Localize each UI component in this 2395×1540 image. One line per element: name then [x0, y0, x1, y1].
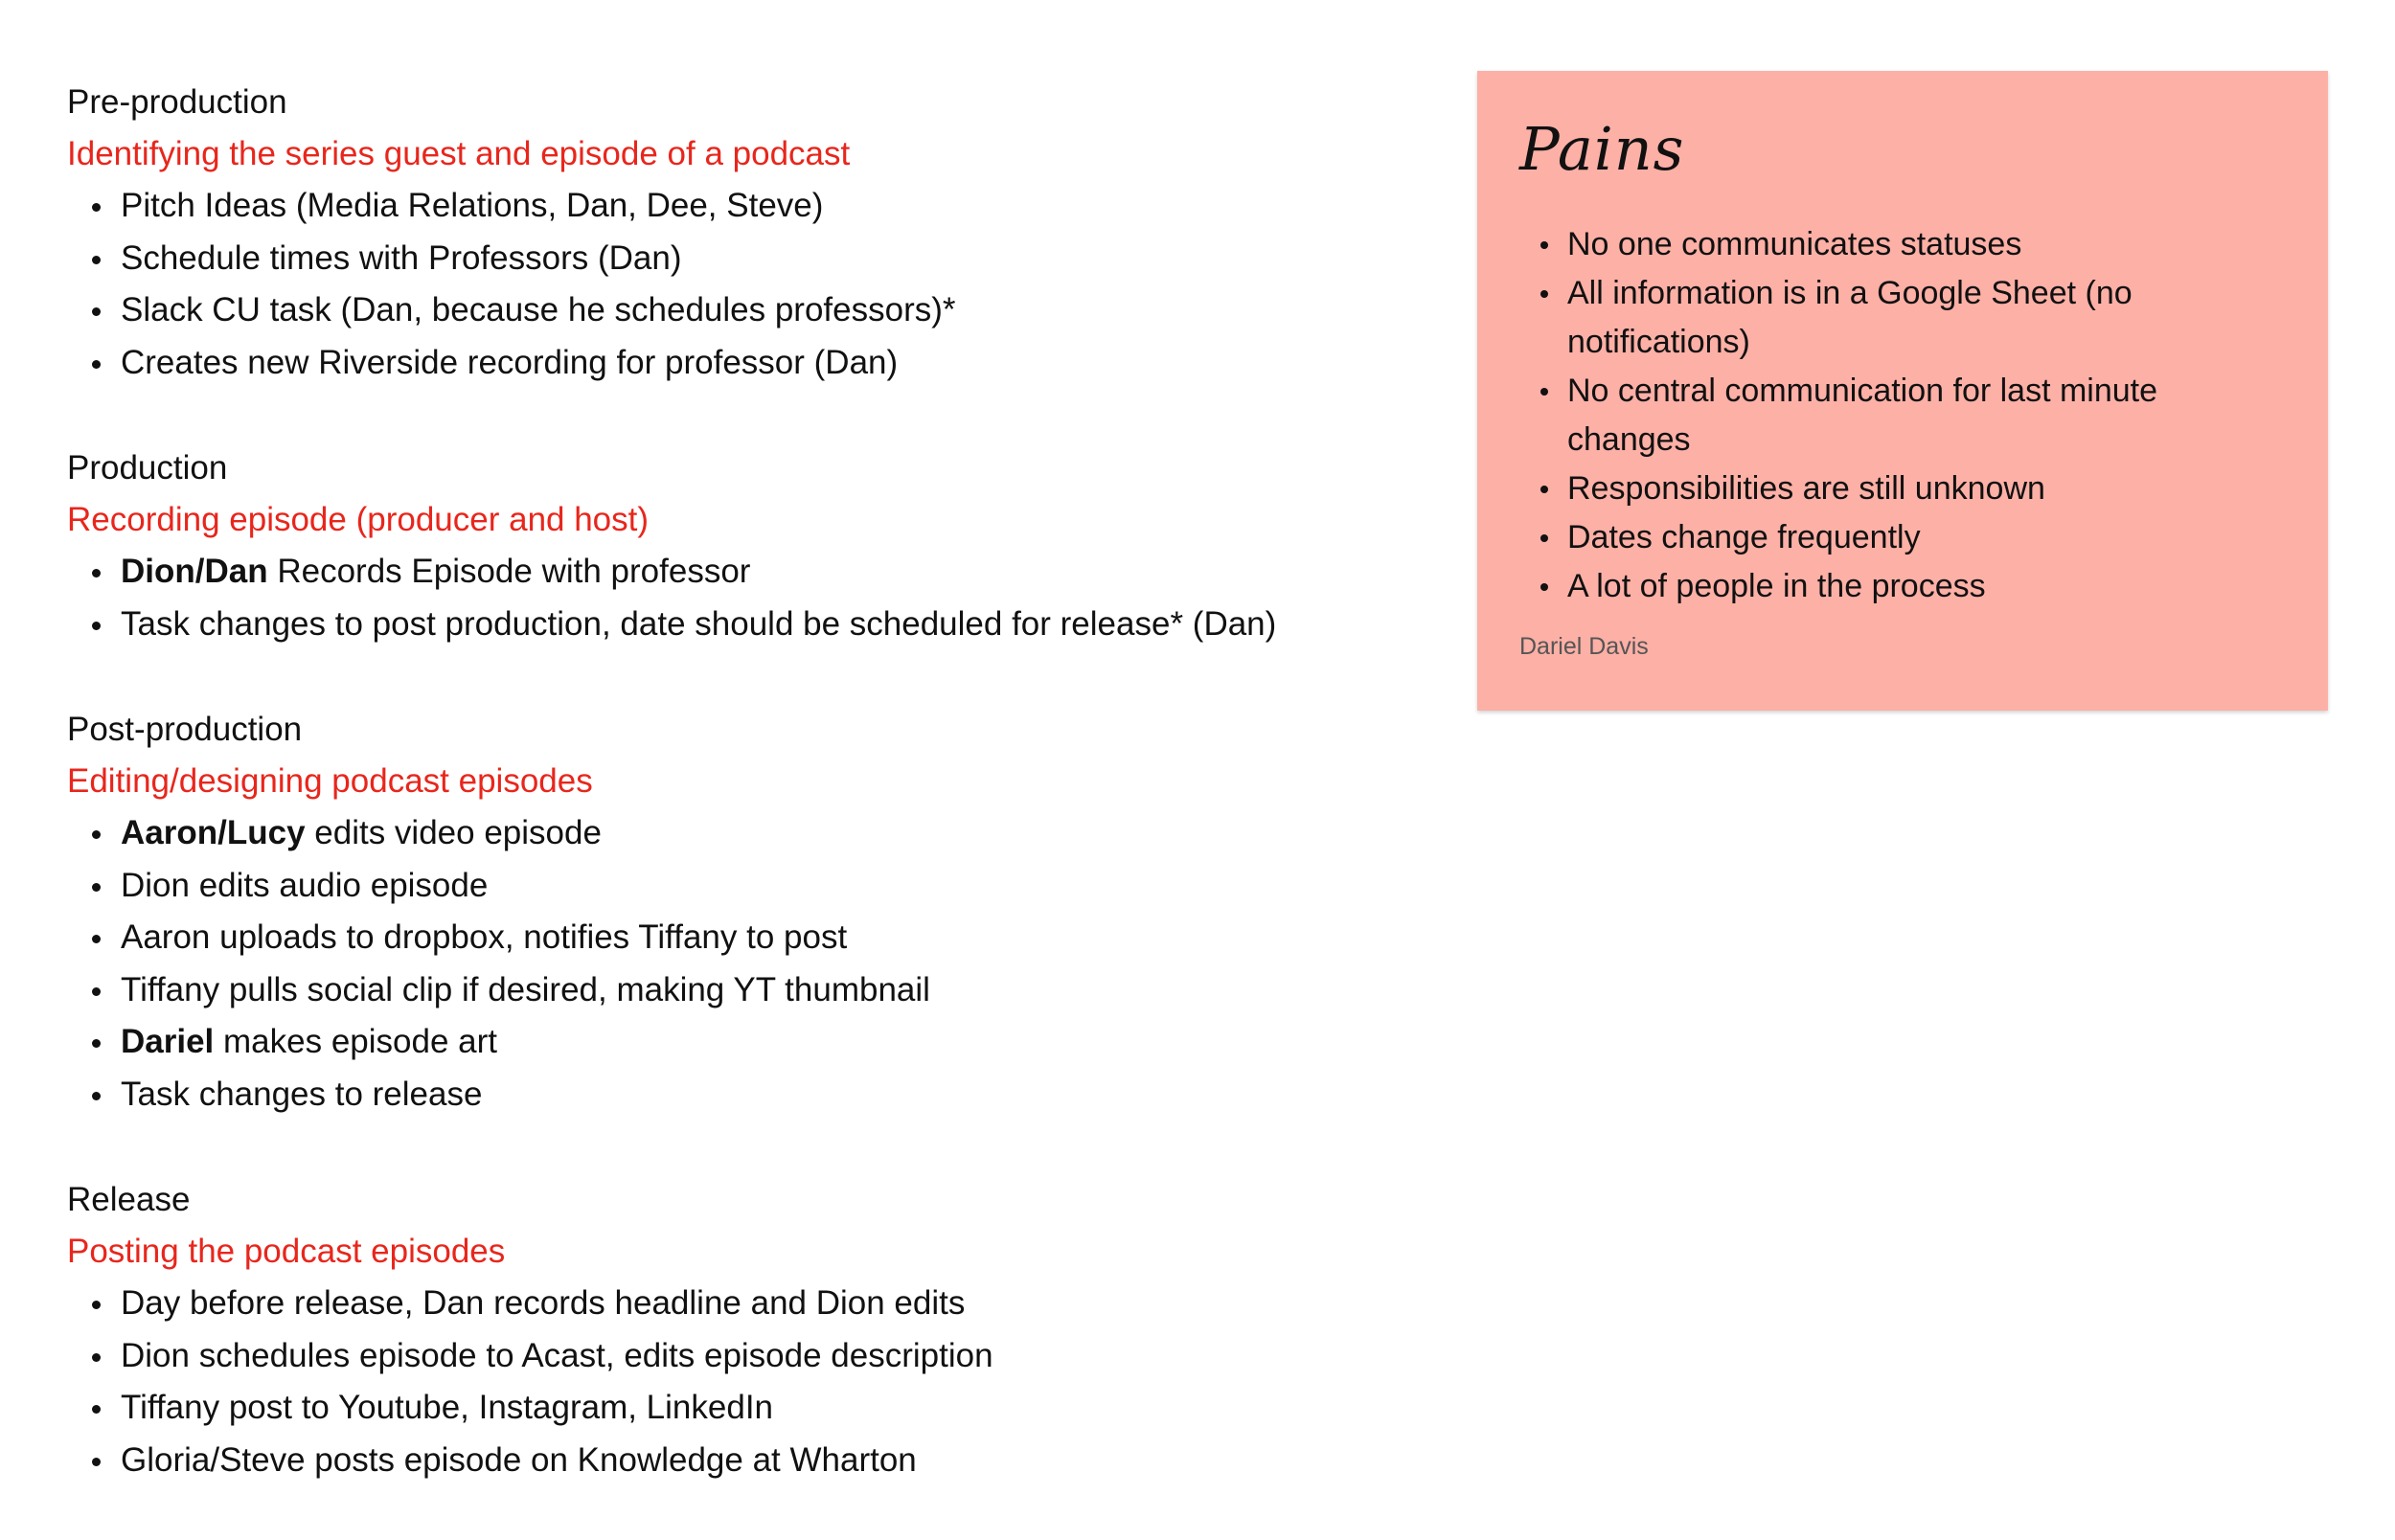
item-text: Pitch Ideas (Media Relations, Dan, Dee, Steve) — [121, 187, 824, 224]
section-items — [67, 180, 1427, 389]
list-item — [121, 180, 1427, 233]
list-item — [121, 912, 1427, 964]
list-item — [121, 1382, 1427, 1435]
list-item — [121, 1435, 1427, 1487]
section-title: Production — [67, 449, 228, 487]
section-subtitle: Identifying the series guest and episode of a podcast — [67, 135, 851, 172]
item-text: Aaron uploads to dropbox, notifies Tiffany to post — [121, 918, 848, 956]
item-text: Dion edits audio episode — [121, 866, 489, 904]
list-item — [121, 964, 1427, 1017]
item-text: Task changes to post production, date should be scheduled for release* (Dan) — [121, 604, 1277, 643]
section-production — [67, 442, 1427, 650]
section-items — [67, 807, 1427, 1121]
list-item: Responsibilities are still unknown — [1567, 464, 2238, 513]
item-text: Tiffany post to Youtube, Instagram, LinkedIn — [121, 1389, 774, 1426]
list-item — [121, 807, 1427, 860]
list-item — [121, 1330, 1427, 1383]
list-item — [121, 284, 1427, 337]
section-title: Release — [67, 1181, 191, 1218]
list-item — [121, 599, 1427, 651]
item-owner: Dion/Dan — [121, 553, 268, 590]
item-text: Slack CU task (Dan, because he schedules professors)* — [121, 291, 956, 328]
section-items — [67, 546, 1427, 650]
sticky-note-author: Dariel Davis — [1519, 633, 1649, 660]
list-item: No one communicates statuses — [1567, 220, 2238, 269]
item-text: Creates new Riverside recording for professor (Dan) — [121, 343, 899, 381]
list-item: Dates change frequently — [1567, 513, 2238, 562]
section-post-production — [67, 704, 1427, 1121]
list-item — [121, 546, 1427, 599]
item-text: Records Episode with professor — [267, 553, 751, 590]
list-item: All information is in a Google Sheet (no notifications) — [1567, 269, 2238, 367]
section-release — [67, 1174, 1427, 1486]
section-items — [67, 1278, 1427, 1486]
item-text: Day before release, Dan records headline and Dion edits — [121, 1284, 966, 1322]
item-text: Schedule times with Professors (Dan) — [121, 238, 682, 277]
section-subtitle: Editing/designing podcast episodes — [67, 762, 593, 800]
item-text: Tiffany pulls social clip if desired, making YT thumbnail — [121, 970, 930, 1008]
list-item — [121, 1278, 1427, 1330]
list-item — [121, 337, 1427, 390]
list-item: No central communication for last minute changes — [1567, 367, 2238, 464]
item-text: makes episode art — [214, 1023, 497, 1060]
item-text: Task changes to release — [121, 1075, 483, 1113]
section-subtitle: Recording episode (producer and host) — [67, 501, 650, 538]
sticky-note-list — [1519, 220, 2286, 611]
item-text: Gloria/Steve posts episode on Knowledge at Wharton — [121, 1440, 917, 1479]
list-item — [121, 1016, 1427, 1069]
item-owner: Aaron/Lucy — [121, 814, 306, 851]
section-title: Post-production — [67, 711, 303, 748]
sticky-note-pains[interactable] — [1477, 71, 2328, 711]
list-item — [121, 860, 1427, 913]
section-title: Pre-production — [67, 83, 287, 121]
section-pre-production — [67, 77, 1427, 389]
process-document — [67, 77, 1427, 1540]
list-item — [121, 1069, 1427, 1121]
sticky-note-title: Pains — [1519, 114, 1685, 184]
item-text: Dion schedules episode to Acast, edits episode description — [121, 1336, 993, 1374]
list-item — [121, 233, 1427, 285]
item-owner: Dariel — [121, 1023, 215, 1060]
list-item: A lot of people in the process — [1567, 562, 2238, 611]
item-text: edits video episode — [305, 814, 602, 851]
section-subtitle: Posting the podcast episodes — [67, 1233, 506, 1270]
